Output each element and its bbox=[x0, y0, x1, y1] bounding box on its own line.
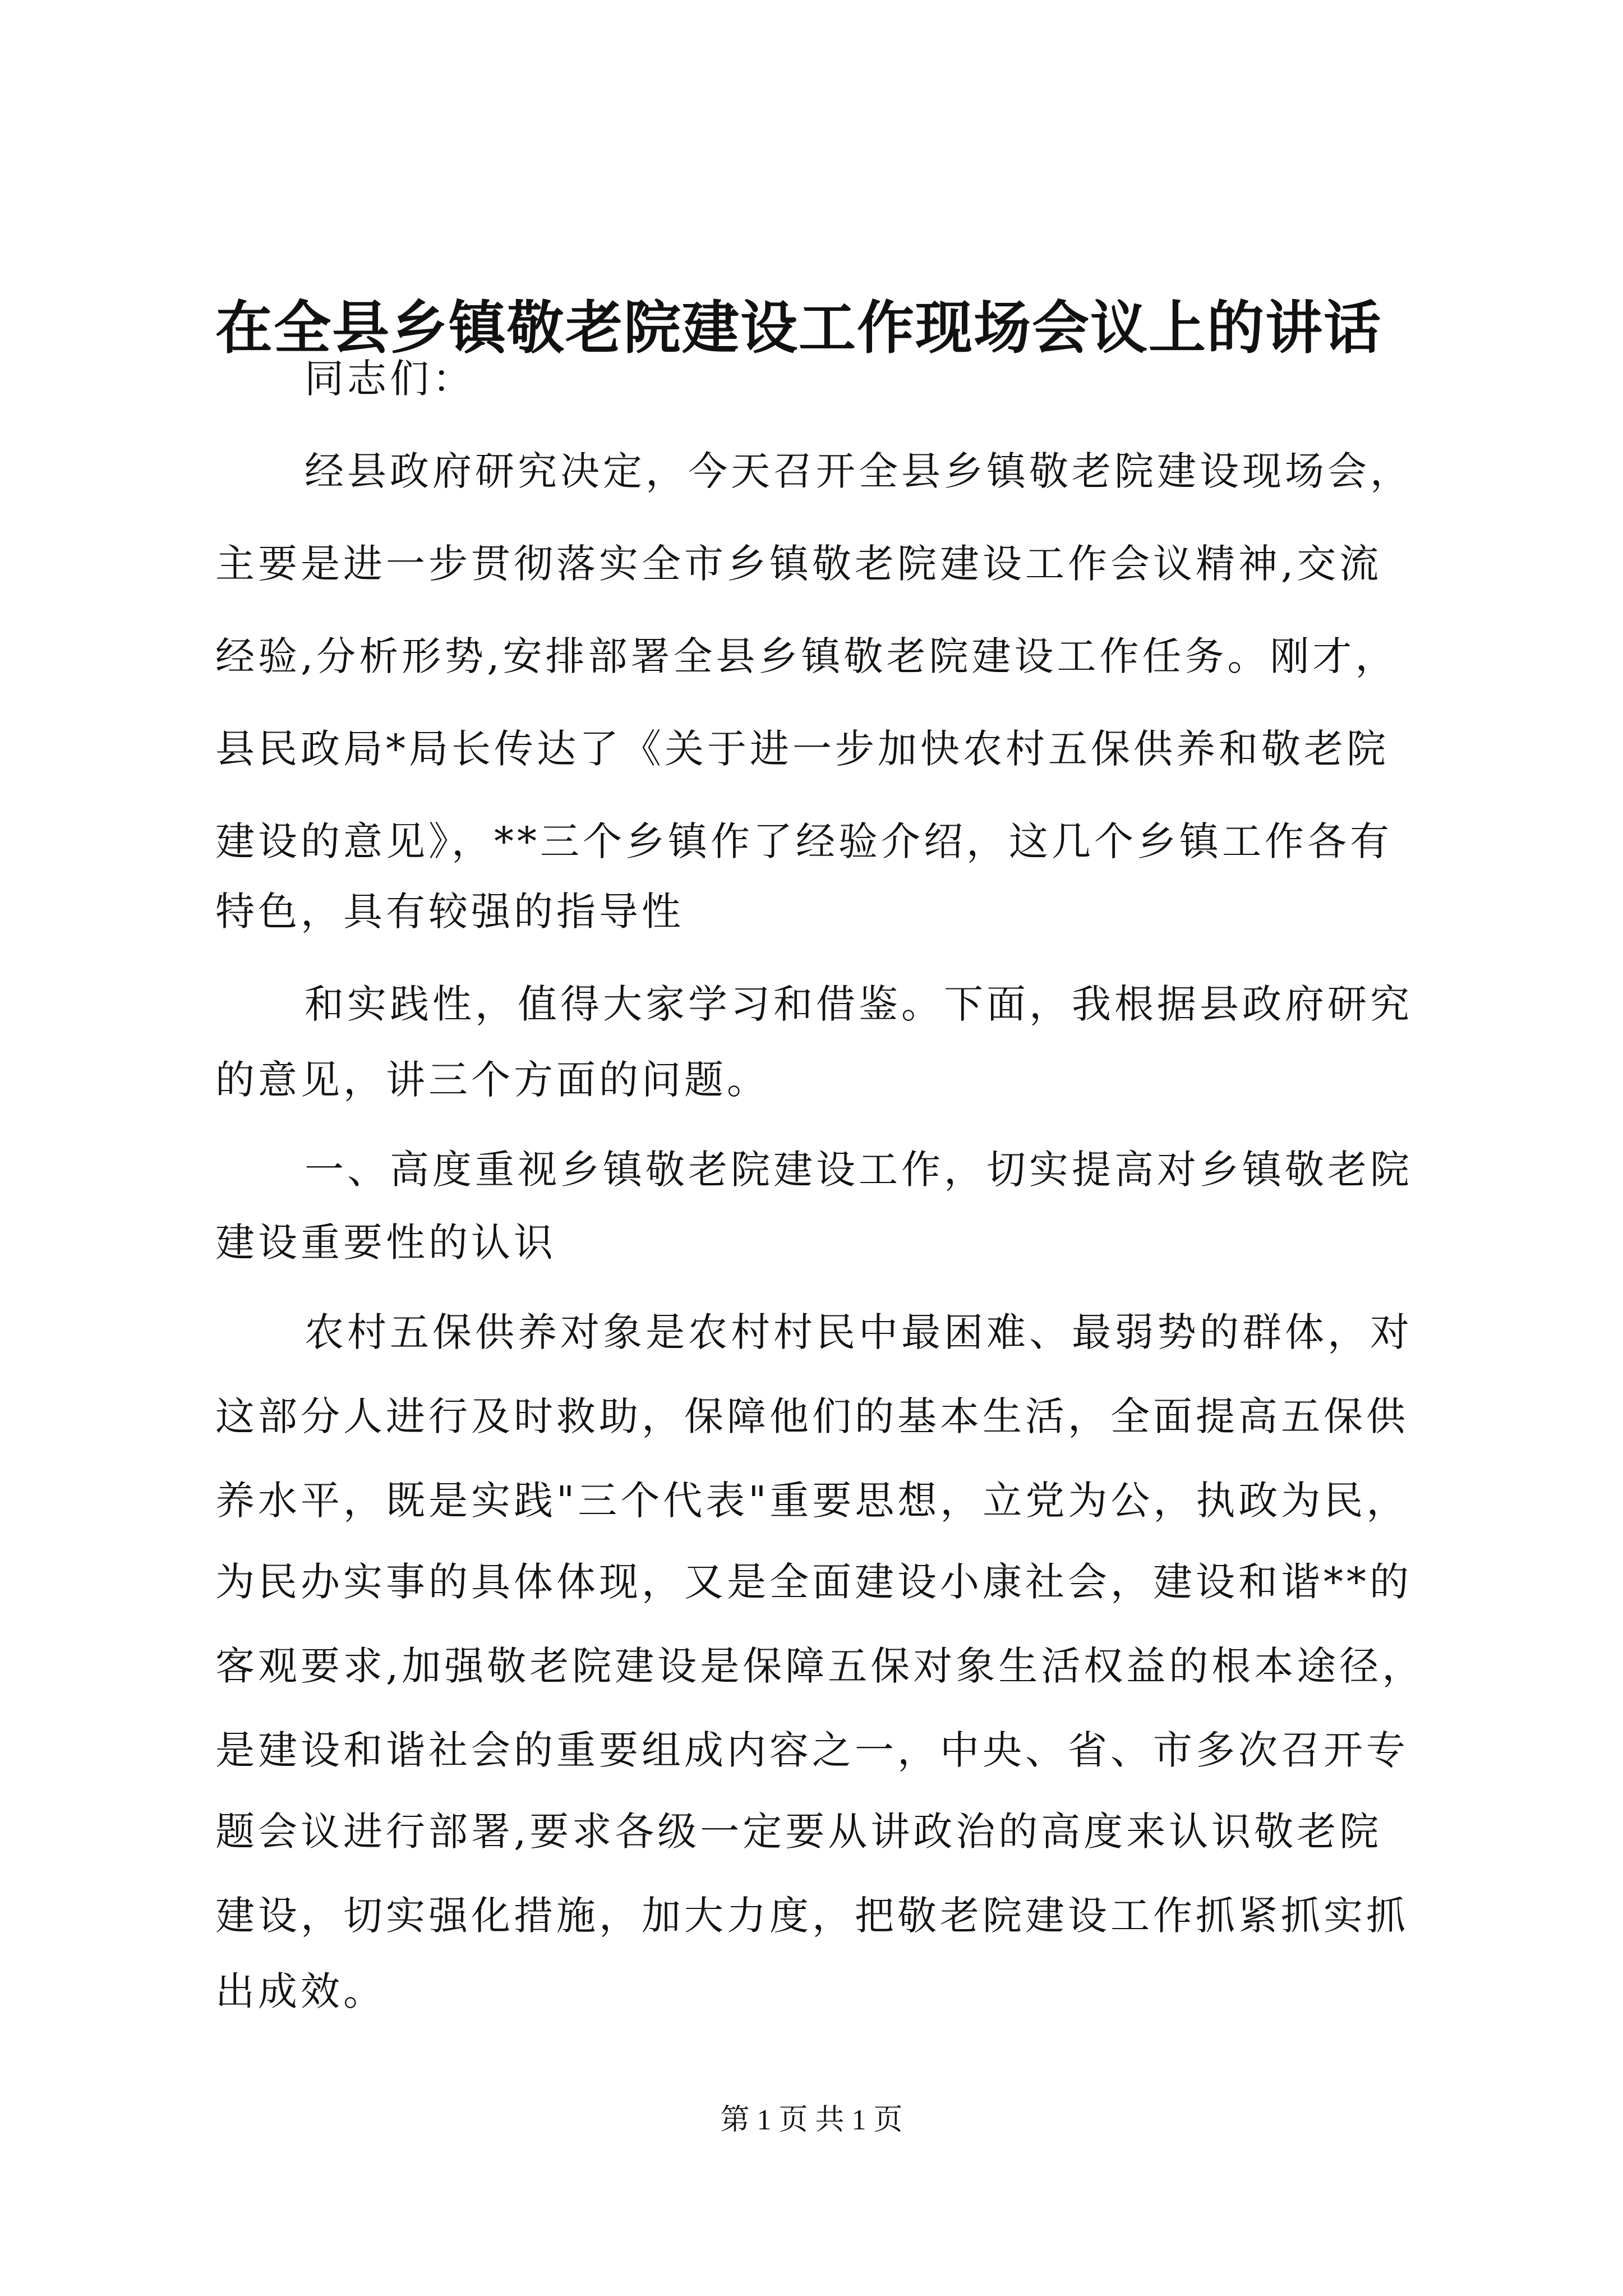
section-heading-line: 一、高度重视乡镇敬老院建设工作，切实提高对乡镇敬老院 bbox=[305, 1147, 1413, 1193]
body-line: 特色，具有较强的指导性 bbox=[215, 889, 684, 935]
body-line: 经县政府研究决定，今天召开全县乡镇敬老院建设现场会， bbox=[305, 448, 1413, 494]
document-title: 在全县乡镇敬老院建设工作现场会议上的讲话 bbox=[215, 295, 1382, 362]
body-line: 出成效。 bbox=[215, 1968, 386, 2014]
body-line: 为民办实事的具体体现，又是全面建设小康社会，建设和谐**的 bbox=[215, 1559, 1412, 1605]
body-line: 建设，切实强化措施，加大力度，把敬老院建设工作抓紧抓实抓 bbox=[215, 1893, 1409, 1939]
body-line: 主要是进一步贯彻落实全市乡镇敬老院建设工作会议精神,交流 bbox=[215, 541, 1382, 587]
body-line: 养水平，既是实践"三个代表"重要思想，立党为公，执政为民， bbox=[215, 1478, 1409, 1524]
body-line: 县民政局*局长传达了《关于进一步加快农村五保供养和敬老院 bbox=[215, 726, 1389, 772]
body-line: 这部分人进行及时救助，保障他们的基本生活，全面提高五保供 bbox=[215, 1393, 1409, 1439]
body-line: 和实践性，值得大家学习和借鉴。下面，我根据县政府研究 bbox=[305, 981, 1413, 1027]
body-line: 建设的意见》，**三个乡镇作了经验介绍，这几个乡镇工作各有 bbox=[215, 818, 1393, 864]
body-line: 的意见，讲三个方面的问题。 bbox=[215, 1057, 769, 1103]
body-line: 题会议进行部署,要求各级一定要从讲政治的高度来认识敬老院 bbox=[215, 1809, 1382, 1855]
body-line: 农村五保供养对象是农村村民中最困难、最弱势的群体，对 bbox=[305, 1309, 1413, 1355]
body-line: 客观要求,加强敬老院建设是保障五保对象生活权益的根本途径， bbox=[215, 1643, 1425, 1689]
page-number-footer: 第 1 页 共 1 页 bbox=[720, 2104, 903, 2136]
body-line: 经验,分析形势,安排部署全县乡镇敬老院建设工作任务。刚才， bbox=[215, 633, 1398, 679]
salutation-line: 同志们： bbox=[305, 356, 475, 402]
section-heading-line: 建设重要性的认识 bbox=[215, 1220, 556, 1266]
body-line: 是建设和谐社会的重要组成内容之一，中央、省、市多次召开专 bbox=[215, 1727, 1409, 1773]
